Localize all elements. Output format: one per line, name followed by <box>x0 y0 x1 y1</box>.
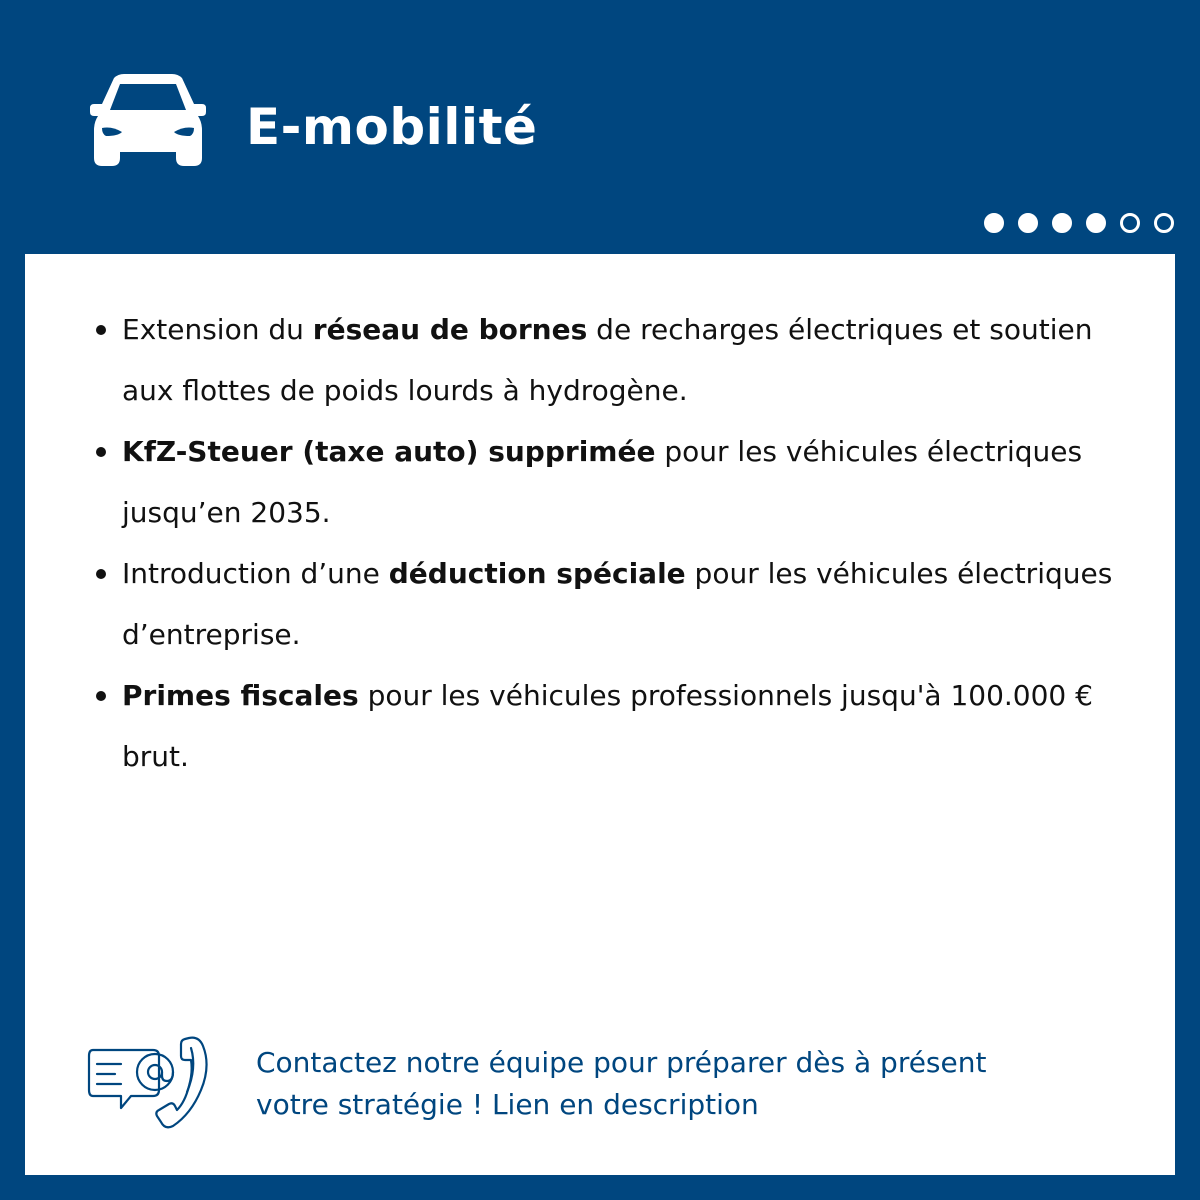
bullet-text: Introduction d’une <box>122 557 389 590</box>
bullet-text: de recharges électriques et soutien aux flottes de poids lourds à hydrogène. <box>122 313 1093 407</box>
pagination-dot-filled <box>1052 213 1072 233</box>
bullet-emphasis: Primes fiscales <box>122 679 359 712</box>
bullet-item <box>122 543 1132 665</box>
contact-message <box>256 1042 1116 1126</box>
pagination-dot-filled <box>984 213 1004 233</box>
bullet-text: pour les véhicules électriques jusqu’en 2035. <box>122 435 1083 529</box>
bullet-text: pour les véhicules professionnels jusqu'à 100.000 € brut. <box>122 679 1093 773</box>
bullet-item <box>122 421 1132 543</box>
contact-email-phone-icon <box>87 1032 219 1130</box>
pagination-dot-empty <box>1154 213 1174 233</box>
pagination-dot-filled <box>1086 213 1106 233</box>
pagination-dot-filled <box>1018 213 1038 233</box>
bullet-emphasis: déduction spéciale <box>388 557 686 590</box>
pagination-dot-empty <box>1120 213 1140 233</box>
bullet-list <box>122 299 1132 787</box>
bullet-text: pour les véhicules électriques d’entreprise. <box>122 557 1113 651</box>
bullet-item <box>122 665 1132 787</box>
content-card <box>25 254 1175 1175</box>
bullet-emphasis: KfZ-Steuer (taxe auto) supprimée <box>122 435 656 468</box>
header <box>0 0 1200 254</box>
page-title: E-mobilité <box>246 98 538 156</box>
bullet-text: Extension du <box>122 313 313 346</box>
contact-line-2: votre stratégie ! Lien en description <box>256 1088 759 1121</box>
bullet-emphasis: réseau de bornes <box>312 313 588 346</box>
contact-line-1: Contactez notre équipe pour préparer dès à présent <box>256 1046 987 1079</box>
bullet-item <box>122 299 1132 421</box>
car-icon <box>88 72 208 168</box>
pagination-dots <box>984 213 1174 233</box>
